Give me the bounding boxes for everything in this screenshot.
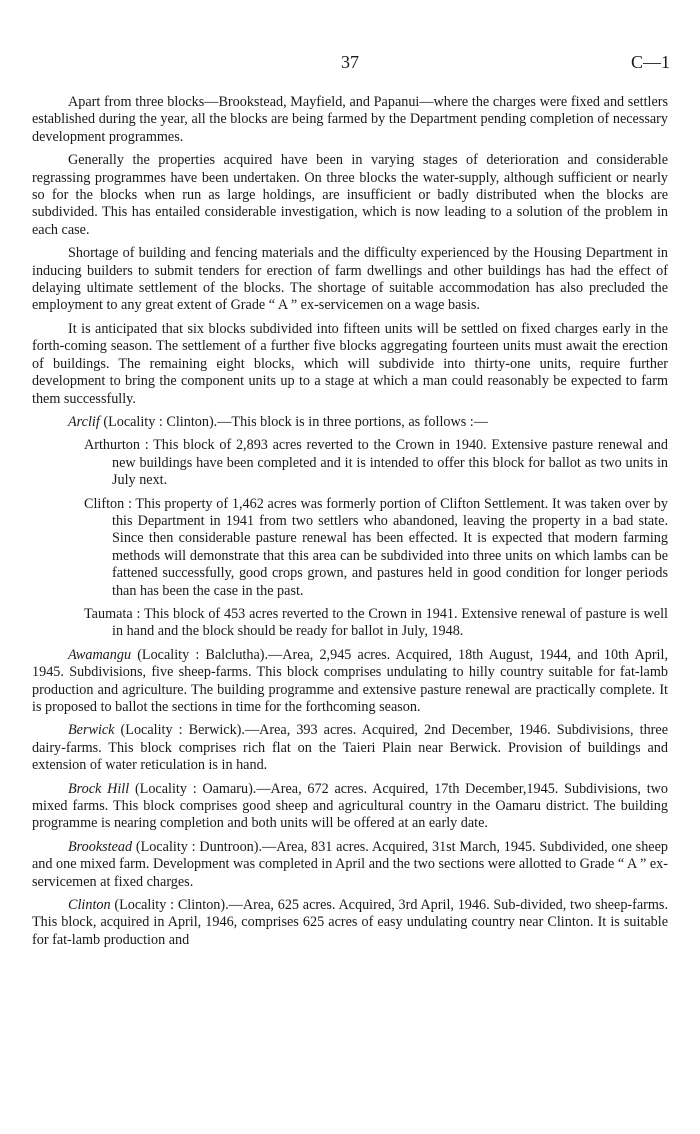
block-entry [32,647,668,717]
block-entry [32,839,668,891]
block-text: (Locality : Oamaru).—Area, 672 acres. Acquired, 17th December,1945. Subdivisions, two mixed farms. This block comprises good sheep and agricultural country in the Oamaru district. The building programme is nearing completion and both units will be offered at an early date. [32,780,669,832]
block-text: (Locality : Berwick).—Area, 393 acres. Acquired, 2nd December, 1946. Subdivisions, three dairy-farms. This block comprises rich flat on the Taieri Plain near Berwick. Provision of buildings and extension of water reticulation is in hand. [32,722,668,774]
block-text: (Locality : Clinton).—This block is in three portions, as follows :— [99,413,488,430]
page-header [0,52,700,74]
paragraph: Apart from three blocks—Brookstead, Mayfield, and Papanui—where the charges were fixed and settlers established during the year, all the blocks are being farmed by the Department pending completion of necessary development programmes. [32,94,668,145]
block-name: Arclif [68,413,100,430]
block-entry [32,897,668,949]
block-name: Clinton [68,897,111,914]
portion-entry: Taumata : This block of 453 acres reverted to the Crown in 1941. Extensive renewal of pasture is well in hand and the block should be ready for ballot in July, 1948. [84,605,668,640]
block-entry [32,781,668,833]
portion-entry: Clifton : This property of 1,462 acres was formerly portion of Clifton Settlement. It was taken over by this Department in 1941 from two settlers who abandoned, leaving the property in a bad state. Since then considerable pasture renewal has been effected. It is expected that modern farming methods will demonstrate that this area can be subdivided into three units on which lambs can be fattened successfully, good crops grown, and pastures held in good condition for longer periods than has been the case in the past. [84,495,668,599]
portion-entry: Arthurton : This block of 2,893 acres reverted to the Crown in 1940. Extensive pasture renewal and new buildings have been completed and it is intended to offer this block for ballot as two units in July next. [84,437,668,489]
block-entry [32,722,668,774]
paragraph: It is anticipated that six blocks subdivided into fifteen units will be settled on fixed charges early in the forth-coming season. The settlement of a further five blocks aggregating fourteen units must await the erection of buildings. The remaining eight blocks, which will subdivide into thirty-one units, require further development to bring the component units up to a stage at which a man could reasonably be expected to farm them successfully. [32,320,668,407]
document-body [32,94,668,955]
block-name: Awamangu [68,646,132,663]
block-text: (Locality : Balclutha).—Area, 2,945 acres. Acquired, 18th August, 1944, and 10th April, 1945. Subdivisions, five sheep-farms. This block comprises undulating to hilly country suitable for fat-lamb production and agriculture. The building programme and extensive pasture renewal are practically complete. It is proposed to ballot the sections in time for the forthcoming season. [32,646,668,715]
block-text: (Locality : Duntroon).—Area, 831 acres. Acquired, 31st March, 1945. Subdivided, one sheep and one mixed farm. Development was completed in April and the two sections were allotted to Grade “ A ” ex-servicemen at fixed charges. [32,838,668,890]
block-name: Brock Hill [68,780,130,797]
block-entry-arclif [32,414,668,431]
document-reference: C—1 [630,52,670,72]
page-number: 37 [341,52,359,72]
paragraph: Generally the properties acquired have been in varying stages of deterioration and considerable regrassing programmes have been undertaken. On three blocks the water-supply, although sufficient or nearly so for the blocks when run as large holdings, are insufficient or badly distributed when the blocks are subdivided. This has entailed considerable investigation, which is now leading to a solution of the problem in each case. [32,152,668,238]
block-text: (Locality : Clinton).—Area, 625 acres. Acquired, 3rd April, 1946. Sub-divided, two sheep-farms. This block, acquired in April, 1946, comprises 625 acres of easy undulating country near Clinton. It is suitable for fat-lamb production and [32,897,668,948]
block-name: Berwick [68,722,115,739]
paragraph: Shortage of building and fencing materials and the difficulty experienced by the Housing Department in inducing builders to submit tenders for erection of farm dwellings and other buildings has had the effect of delaying ultimate settlement of the blocks. The shortage of suitable accommodation has also precluded the employment to any great extent of Grade “ A ” ex-servicemen on a wage basis. [32,245,668,314]
block-name: Brookstead [68,838,133,855]
